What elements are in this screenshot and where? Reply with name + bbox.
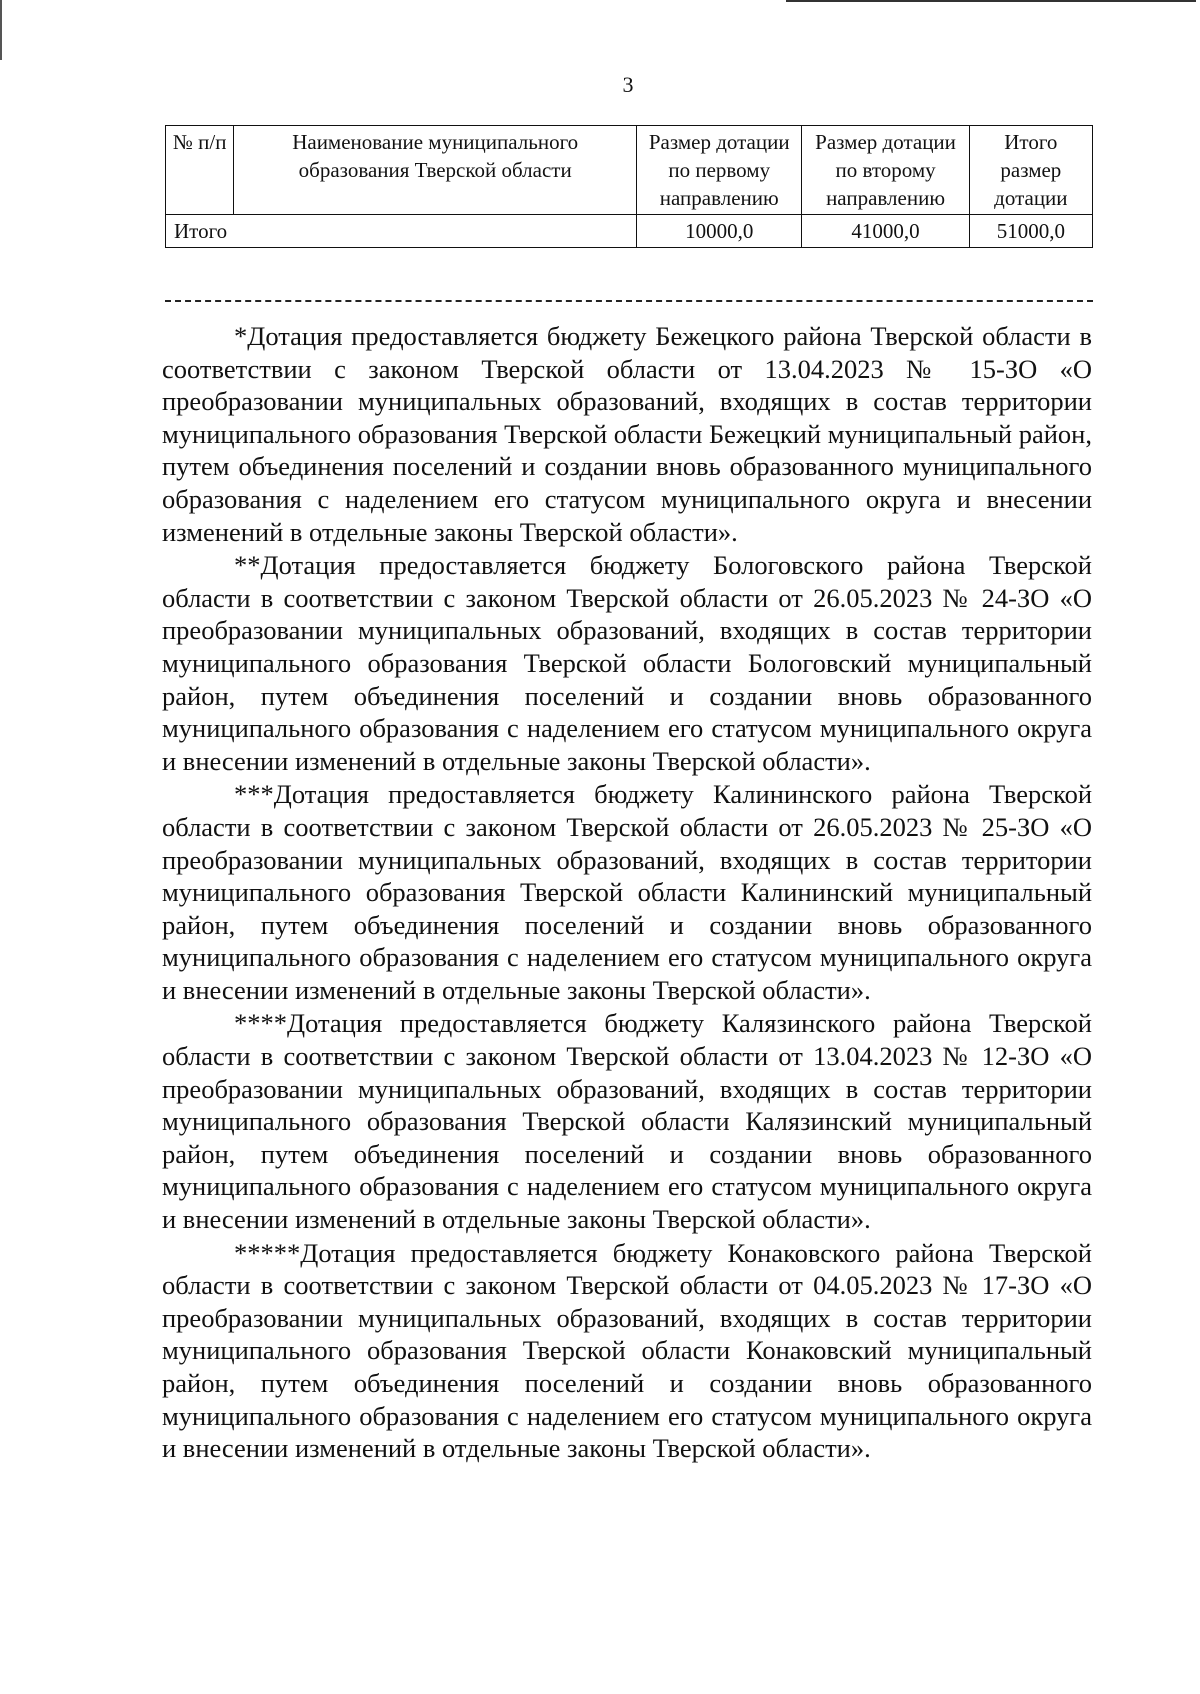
header-total: Итого размер дотации: [969, 126, 1092, 215]
table-header-row: [166, 126, 1093, 215]
footnotes: [162, 320, 1092, 1466]
page-number: 3: [622, 72, 634, 97]
scan-edge-line-top: [786, 0, 1196, 2]
footnote-1: *Дотация предоставляется бюджету Бежецкого района Тверской области в соответствии с законом Тверской области от 13.04.2023 № 15-ЗО «О преобразовании муниципальных образований, входящих в состав территории муниципального образования Тверской области Бежецкий муниципальный район, путем объединения поселений и создании вновь образованного муниципального образования с наделением его статусом муниципального округа и внесении изменений в отдельные законы Тверской области».: [162, 321, 1092, 547]
footnote-5: *****Дотация предоставляется бюджету Конаковского района Тверской области в соответствии с законом Тверской области от 04.05.2023 № 17-ЗО «О преобразовании муниципальных образований, входящих в состав территории муниципального образования Тверской области Конаковский муниципальный район, путем объединения поселений и создании вновь образованного муниципального образования с наделением его статусом муниципального округа и внесении изменений в отдельные законы Тверской области».: [162, 1237, 1092, 1464]
total-sum: 51000,0: [969, 215, 1092, 248]
header-second-direction: Размер дотации по второму направлению: [802, 126, 969, 215]
total-second-direction: 41000,0: [802, 215, 969, 248]
header-municipality-name: Наименование муниципального образования Тверской области: [234, 126, 637, 215]
total-first-direction: 10000,0: [637, 215, 802, 248]
header-first-direction: Размер дотации по первому направлению: [637, 126, 802, 215]
scan-edge-line-left: [0, 0, 2, 60]
table-total-row: [166, 215, 1093, 248]
dashed-separator: [165, 300, 1093, 302]
subsidy-table: [165, 125, 1093, 248]
header-number: № п/п: [166, 126, 234, 215]
footnote-2: **Дотация предоставляется бюджету Бологовского района Тверской области в соответствии с законом Тверской области от 26.05.2023 № 24-ЗО «О преобразовании муниципальных образований, входящих в состав территории муниципального образования Тверской области Бологовский муниципальный район, путем объединения поселений и создании вновь образованного муниципального образования с наделением его статусом муниципального округа и внесении изменений в отдельные законы Тверской области».: [162, 550, 1092, 776]
footnote-3: ***Дотация предоставляется бюджету Калининского района Тверской области в соответствии с законом Тверской области от 26.05.2023 № 25-ЗО «О преобразовании муниципальных образований, входящих в состав территории муниципального образования Тверской области Калининский муниципальный район, путем объединения поселений и создании вновь образованного муниципального образования с наделением его статусом муниципального округа и внесении изменений в отдельные законы Тверской области».: [162, 779, 1092, 1005]
footnote-4: ****Дотация предоставляется бюджету Калязинского района Тверской области в соответствии с законом Тверской области от 13.04.2023 № 12-ЗО «О преобразовании муниципальных образований, входящих в состав территории муниципального образования Тверской области Калязинский муниципальный район, путем объединения поселений и создании вновь образованного муниципального образования с наделением его статусом муниципального округа и внесении изменений в отдельные законы Тверской области».: [162, 1008, 1092, 1235]
total-label: Итого: [166, 215, 637, 248]
